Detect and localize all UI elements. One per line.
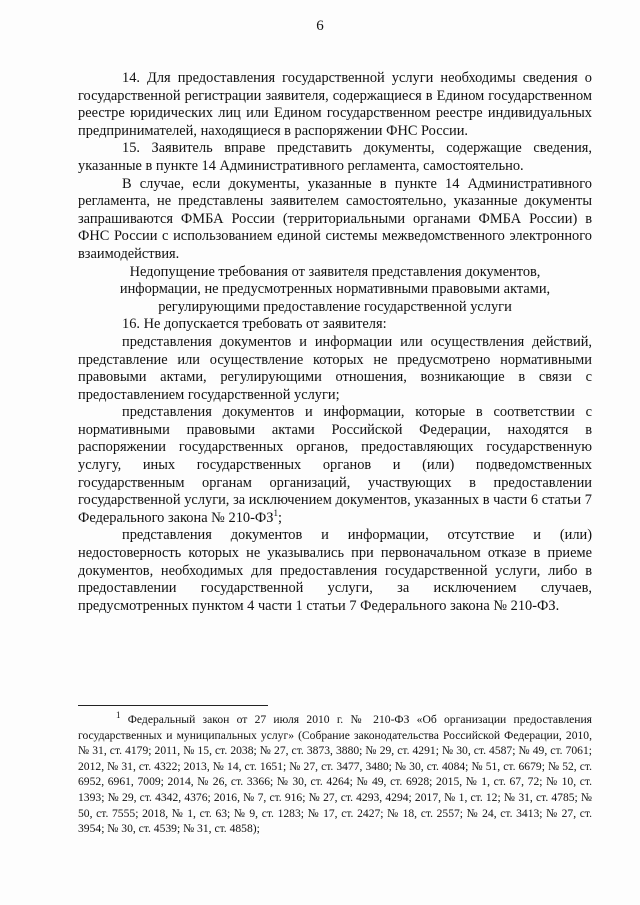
footnote-mark: 1 <box>116 710 121 721</box>
paragraph-16-intro: 16. Не допускается требовать от заявителя: <box>122 316 387 333</box>
paragraph-14: 14. Для предоставления государственной услуги необходимы сведения о государственной регистрации заявителя, содержащиеся в Едином государственном реестре юридических лиц или Едином государственном реестре индивидуальных предпринимателей, находящиеся в распоряжении ФНС России. <box>78 70 592 139</box>
paragraph-16-item-2 <box>78 404 592 527</box>
paragraph-16-item-2-text: представления документов и информации, которые в соответствии с нормативными правовыми актами Российской Федерации, находятся в распоряжении государственных органов, предоставляющих государственную услугу, иных государственных органов и (или) подведомственных государственным органам организаций, участвующих в предоставлении государственной услуги, за исключением документов, указанных в части 6 статьи 7 Федерального закона № 210-ФЗ <box>78 404 592 526</box>
footnote-reference[interactable]: 1 <box>273 508 278 519</box>
paragraph-15-continued: В случае, если документы, указанные в пункте 14 Административного регламента, не представлены заявителем самостоятельно, указанные документы запрашиваются ФМБА России (территориальными органами ФМБА России) в ФНС России с использованием единой системы межведомственного электронного взаимодействия. <box>78 175 592 262</box>
section-heading <box>78 264 592 317</box>
footnote-text: Федеральный закон от 27 июля 2010 г. № 210-ФЗ «Об организации предоставления государственных и муниципальных услуг» (Собрание законодательства Российской Федерации, 2010, № 31, ст. 4179; 2011, № 15, ст. 2038; № 27, ст. 3873, 3880; № 29, ст. 4291; № 30, ст. 4587; № 49, ст. 7061; 2012, № 31, ст. 4322; 2013, № 14, ст. 1651; № 27, ст. 3477, 3480; № 30, ст. 4084; № 51, ст. 6679; № 52, ст. 6952, 6961, 7009; 2014, № 26, ст. 3366; № 30, ст. 4264; № 49, ст. 6928; 2015, № 1, ст. 67, 72; № 10, ст. 1393; № 29, ст. 4342, 4376; 2016, № 7, ст. 916; № 27, ст. 4293, 4294; 2017, № 1, ст. 12; № 31, ст. 4785; № 50, ст. 7555; 2018, № 1, ст. 63; № 9, ст. 1283; № 17, ст. 2427; № 18, ст. 2557; № 24, ст. 3413; № 27, ст. 3954; № 30, ст. 4539; № 31, ст. 4858); <box>78 713 592 836</box>
section-heading-line-2: информации, не предусмотренных нормативными правовыми актами, <box>119 281 551 298</box>
page-number: 6 <box>316 18 324 34</box>
paragraph-16-item-2-end: ; <box>277 509 282 526</box>
footnote-separator <box>78 705 268 706</box>
paragraph-16-item-3: представления документов и информации, отсутствие и (или) недостоверность которых не указывались при первоначальном отказе в приеме документов, необходимых для предоставления государственной услуги, либо в предоставлении государственной услуги, за исключением случаев, предусмотренных пунктом 4 части 1 статьи 7 Федерального закона № 210-ФЗ. <box>78 527 592 614</box>
footnote <box>78 712 592 837</box>
paragraph-16-item-1: представления документов и информации или осуществления действий, представление или осуществление которых не предусмотрено нормативными правовыми актами, регулирующими отношения, возникающие в связи с предоставлением государственной услуги; <box>78 333 592 403</box>
section-heading-line-3: регулирующими предоставление государственной услуги <box>158 298 512 315</box>
section-heading-line-1: Недопущение требования от заявителя представления документов, <box>129 263 541 280</box>
document-body <box>78 70 592 615</box>
paragraph-15: 15. Заявитель вправе представить документы, содержащие сведения, указанные в пункте 14 Административного регламента, самостоятельно. <box>78 140 592 174</box>
